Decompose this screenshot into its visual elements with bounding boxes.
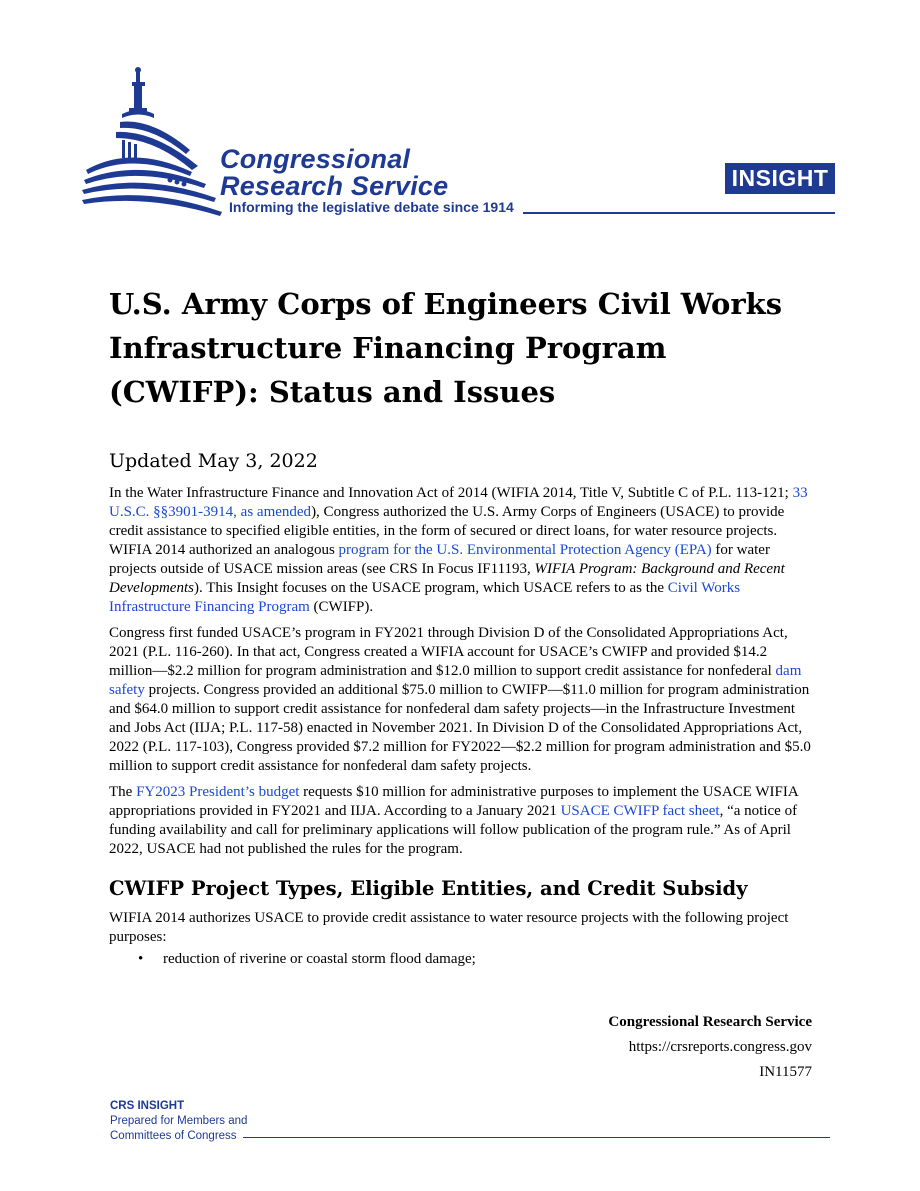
text: ), Congress authorized the U.S. Army Corps of Engineers (USACE) to provide credit assistance to specified eligible entities, in the form of secured or direct loans, for water resource projects. WIFIA 2014 authorized an analogous [109, 504, 785, 558]
text: Congress first funded USACE’s program in FY2021 through Division D of the Consolidated Appropriations Act, 2021 (P.L. 116-260). In that act, Congress created a WIFIA account for USACE’s CWIFP and provided $14.2 million—$2.2 million for program administration and $12.0 million to support credit assistance for nonfederal [109, 625, 788, 679]
text: In the Water Infrastructure Finance and Innovation Act of 2014 (WIFIA 2014, Title V, Subtitle C of P.L. 113-121; [109, 485, 793, 501]
document-body [109, 484, 814, 969]
bullet-list [109, 950, 814, 969]
text: projects. Congress provided an additional $75.0 million to CWIFP—$11.0 million for program administration and $64.0 million to support credit assistance for nonfederal dam safety projects—in the Infrastructure Investment and Jobs Act (IIJA; P.L. 117-58) enacted in November 2021. In Division D of the Consolidated Appropriations Act, 2022 (P.L. 117-103), Congress provided $7.2 million for FY2022—$2.2 million for program administration and $5.0 million to support credit assistance for nonfederal dam safety projects. [109, 682, 811, 774]
bullet-icon: • [138, 951, 144, 967]
paragraph-1 [109, 484, 814, 617]
paragraph-2 [109, 624, 814, 776]
link-presidents-budget[interactable]: FY2023 President’s budget [136, 784, 300, 800]
text: for water projects outside of USACE mission areas (see CRS In Focus IF11193, [109, 542, 770, 577]
header-rule [523, 212, 835, 214]
paragraph-3 [109, 783, 814, 859]
italic-report-title: WIFIA Program: Background and Recent Developments [109, 561, 785, 596]
text: ). This Insight focuses on the USACE program, which USACE refers to as the [193, 580, 668, 596]
text: , “a notice of funding availability and call for preliminary applications will follow publication of the program rule.” As of April 2022, USACE had not published the rules for the program. [109, 803, 798, 857]
list-item [109, 950, 814, 969]
updated-date: Updated May 3, 2022 [109, 450, 318, 472]
capitol-dome-icon [82, 66, 232, 222]
footer-label [110, 1099, 247, 1144]
text: requests $10 million for administrative purposes to implement the USACE WIFIA appropriations provided in FY2021 and IIJA. According to a January 2021 [109, 784, 798, 819]
org-wordmark [220, 146, 448, 200]
footer-line2: Committees of Congress [110, 1130, 237, 1142]
list-item-text: reduction of riverine or coastal storm flood damage; [163, 951, 476, 967]
footer-line1: Prepared for Members and [110, 1115, 248, 1127]
footer-rule [243, 1137, 830, 1138]
link-cwifp[interactable]: Civil Works Infrastructure Financing Program [109, 580, 741, 615]
crs-logo [82, 66, 542, 222]
section-intro: WIFIA 2014 authorizes USACE to provide credit assistance to water resource projects with the following project purposes: [109, 910, 789, 945]
footer-url[interactable]: https://crsreports.congress.gov [628, 1039, 812, 1055]
insight-badge: INSIGHT [725, 163, 835, 194]
org-tagline: Informing the legislative debate since 1914 [229, 199, 514, 215]
footer-org: Congressional Research Service [608, 1014, 812, 1030]
footer-report-id: IN11577 [759, 1064, 812, 1080]
link-fact-sheet[interactable]: USACE CWIFP fact sheet [560, 803, 720, 819]
page-title: U.S. Army Corps of Engineers Civil Works Infrastructure Financing Program (CWIFP): Status and Issues [109, 287, 783, 409]
link-dam-safety[interactable]: dam safety [109, 663, 802, 698]
link-usc[interactable]: 33 U.S.C. §§3901-3914, as amended [109, 485, 808, 520]
footer-crs-insight: CRS INSIGHT [110, 1100, 185, 1112]
section-heading: CWIFP Project Types, Eligible Entities, and Credit Subsidy [109, 877, 748, 900]
text: The [109, 784, 137, 800]
link-epa-program[interactable]: program for the U.S. Environmental Protection Agency (EPA) [338, 542, 712, 558]
org-wordmark-line1: Congressional [220, 144, 411, 174]
text: (CWIFP). [309, 599, 374, 615]
org-wordmark-line2: Research Service [220, 171, 449, 201]
